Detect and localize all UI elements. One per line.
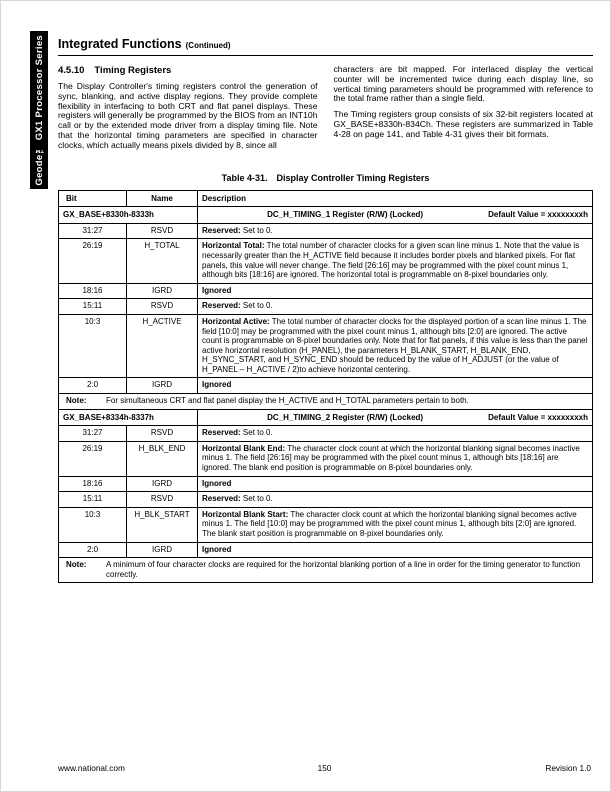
- register-header-row: [59, 409, 593, 426]
- section-heading: [58, 65, 318, 76]
- description-lead: Reserved:: [202, 494, 241, 504]
- page-footer: [58, 763, 591, 773]
- bit-cell: 15:11: [59, 299, 127, 315]
- table-row: [59, 378, 593, 394]
- table-row: [59, 223, 593, 239]
- description-cell: [198, 492, 593, 508]
- footer-website: www.national.com: [58, 763, 125, 773]
- timing-registers-table: [58, 190, 593, 584]
- name-cell: H_BLK_START: [127, 507, 198, 542]
- name-cell: IGRD: [127, 283, 198, 299]
- description-lead: Reserved:: [202, 225, 241, 235]
- bit-cell: 10:3: [59, 314, 127, 378]
- description-text: The character clock count at which the horizontal blanking signal becomes inactive minus 1. The field [26:16] may be programmed with the pixel count minus 1, although bits [18:16] are ignored. The blank end position is programmable on 8-pixel boundaries only.: [202, 443, 580, 473]
- bit-cell: 2:0: [59, 378, 127, 394]
- name-cell: RSVD: [127, 426, 198, 442]
- bit-cell: 15:11: [59, 492, 127, 508]
- description-lead: Horizontal Total:: [202, 241, 265, 251]
- table-row: [59, 283, 593, 299]
- bit-cell: 31:27: [59, 223, 127, 239]
- intro-columns: [58, 65, 593, 157]
- bit-cell: 26:19: [59, 441, 127, 476]
- series-side-banner: [30, 31, 48, 189]
- description-lead: Ignored: [202, 478, 232, 488]
- bit-cell: 10:3: [59, 507, 127, 542]
- description-cell: [198, 441, 593, 476]
- body-paragraph: The Timing registers group consists of six 32-bit registers located at GX_BASE+8330h-834Ch. These registers are summarized in Table 4-28 on page 141, and Table 4-31 gives their bit formats.: [333, 109, 593, 139]
- name-cell: H_ACTIVE: [127, 314, 198, 378]
- description-cell: [198, 426, 593, 442]
- intro-column-right: [334, 65, 594, 157]
- name-cell: RSVD: [127, 492, 198, 508]
- description-cell: [198, 223, 593, 239]
- description-text: Set to 0.: [240, 494, 273, 504]
- page-title-continued: (Continued): [185, 41, 231, 50]
- page-content: [58, 37, 593, 583]
- section-title: Timing Registers: [94, 65, 172, 76]
- body-paragraph: The Display Controller's timing registers control the generation of sync, blanking, and active display regions. They provide complete flexibility in interfacing to both CRT and flat panel displays. These registers will generally be programmed by the BIOS from an INT10h call or by the extended mode driver from a display timing file. Note that the horizontal timing parameters are specified in character clocks, which actually means pixels divided by 8, since all: [58, 81, 318, 150]
- column-header-description: Description: [198, 190, 593, 207]
- section-number: 4.5.10: [58, 65, 85, 76]
- note-row: [59, 558, 593, 583]
- register-address: GX_BASE+8334h-8337h: [59, 409, 198, 426]
- description-cell: [198, 239, 593, 283]
- note-label: Note:: [66, 560, 87, 570]
- name-cell: IGRD: [127, 476, 198, 492]
- column-header-bit: Bit: [59, 190, 127, 207]
- register-title-cell: [198, 207, 593, 224]
- table-caption: [58, 173, 593, 183]
- column-header-name: Name: [127, 190, 198, 207]
- register-header-row: [59, 207, 593, 224]
- description-cell: [198, 542, 593, 558]
- description-lead: Reserved:: [202, 301, 241, 311]
- note-cell: [59, 558, 593, 583]
- description-lead: Horizontal Active:: [202, 316, 270, 326]
- note-text: For simultaneous CRT and flat panel display the H_ACTIVE and H_TOTAL parameters pertain to both.: [106, 396, 469, 406]
- description-text: The character clock count at which the horizontal blanking signal becomes active minus 1. The field [10:0] may be programmed with the pixel count minus 1, although bits [2:0] are ignored. The blank start position is programmable on 8-pixel boundaries only.: [202, 509, 577, 539]
- table-row: [59, 239, 593, 283]
- register-title-cell: [198, 409, 593, 426]
- description-lead: Ignored: [202, 285, 232, 295]
- description-text: Set to 0.: [240, 301, 273, 311]
- description-cell: [198, 299, 593, 315]
- note-label: Note:: [66, 396, 87, 406]
- table-row: [59, 441, 593, 476]
- description-cell: [198, 314, 593, 378]
- note-cell: [59, 394, 593, 410]
- register-default-value: Default Value = xxxxxxxxh: [488, 210, 588, 220]
- series-label: Geode™ GX1 Processor Series: [33, 34, 45, 186]
- table-row: [59, 426, 593, 442]
- bit-cell: 18:16: [59, 283, 127, 299]
- description-cell: [198, 507, 593, 542]
- register-name: DC_H_TIMING_2 Register (R/W) (Locked): [267, 412, 424, 422]
- body-paragraph: characters are bit mapped. For interlaced display the vertical counter will be incremented twice during each display line, so vertical timing parameters should be programmed with reference to the total frame rather than a single field.: [333, 64, 593, 104]
- name-cell: H_TOTAL: [127, 239, 198, 283]
- name-cell: RSVD: [127, 223, 198, 239]
- table-row: [59, 542, 593, 558]
- bit-cell: 2:0: [59, 542, 127, 558]
- description-cell: [198, 476, 593, 492]
- description-cell: [198, 378, 593, 394]
- register-address: GX_BASE+8330h-8333h: [59, 207, 198, 224]
- table-row: [59, 476, 593, 492]
- bit-cell: 26:19: [59, 239, 127, 283]
- note-row: [59, 394, 593, 410]
- description-lead: Ignored: [202, 380, 232, 390]
- page-title: Integrated Functions: [58, 37, 182, 51]
- header-rule: [58, 55, 593, 56]
- table-caption-title: Display Controller Timing Registers: [276, 172, 430, 183]
- table-header-row: [59, 190, 593, 207]
- name-cell: RSVD: [127, 299, 198, 315]
- name-cell: H_BLK_END: [127, 441, 198, 476]
- table-row: [59, 507, 593, 542]
- table-caption-label: Table 4-31.: [221, 172, 268, 183]
- description-cell: [198, 283, 593, 299]
- table-row: [59, 299, 593, 315]
- description-text: Set to 0.: [240, 225, 273, 235]
- description-lead: Reserved:: [202, 428, 241, 438]
- register-default-value: Default Value = xxxxxxxxh: [488, 412, 588, 422]
- page-header: [58, 37, 593, 51]
- note-text: A minimum of four character clocks are required for the horizontal blanking portion of a line in order for the timing generator to function correctly.: [106, 560, 581, 579]
- description-text: Set to 0.: [240, 428, 273, 438]
- table-row: [59, 314, 593, 378]
- name-cell: IGRD: [127, 542, 198, 558]
- description-lead: Horizontal Blank End:: [202, 443, 286, 453]
- description-lead: Horizontal Blank Start:: [202, 509, 289, 519]
- name-cell: IGRD: [127, 378, 198, 394]
- table-row: [59, 492, 593, 508]
- description-text: The total number of character clocks for a given scan line minus 1. Note that the value is necessarily greater than the H_ACTIVE field because it includes border pixels and blanked pixels. For flat panels, this value will never change. The field [26:16] may be programmed with the pixel count minus 1, although bits [18:16] are ignored. The horizontal total is programmable on 8-pixel boundaries only.: [202, 241, 580, 280]
- description-lead: Ignored: [202, 544, 232, 554]
- footer-revision: Revision 1.0: [545, 763, 591, 773]
- bit-cell: 18:16: [59, 476, 127, 492]
- bit-cell: 31:27: [59, 426, 127, 442]
- footer-page-number: 150: [317, 763, 332, 773]
- register-name: DC_H_TIMING_1 Register (R/W) (Locked): [267, 210, 424, 220]
- intro-column-left: [58, 65, 318, 157]
- description-text: The total number of character clocks for the displayed portion of a scan line minus 1. The field [10:0] may be programmed with the pixel count minus 1, although bits [2:0] are ignored. The active count is programmable on 8-pixel boundaries only. Note that for flat panels, if this value is less than the panel active horizontal resolution (H_PANEL), the parameters H_BLANK_START, H_BLANK_END, H_SYNC_START, and H_SYNC_END should be reduced by the value of H_ADJUST (or the value of H_PANEL – H_ACTIVE / 2)to achieve horizontal centering.: [202, 316, 588, 374]
